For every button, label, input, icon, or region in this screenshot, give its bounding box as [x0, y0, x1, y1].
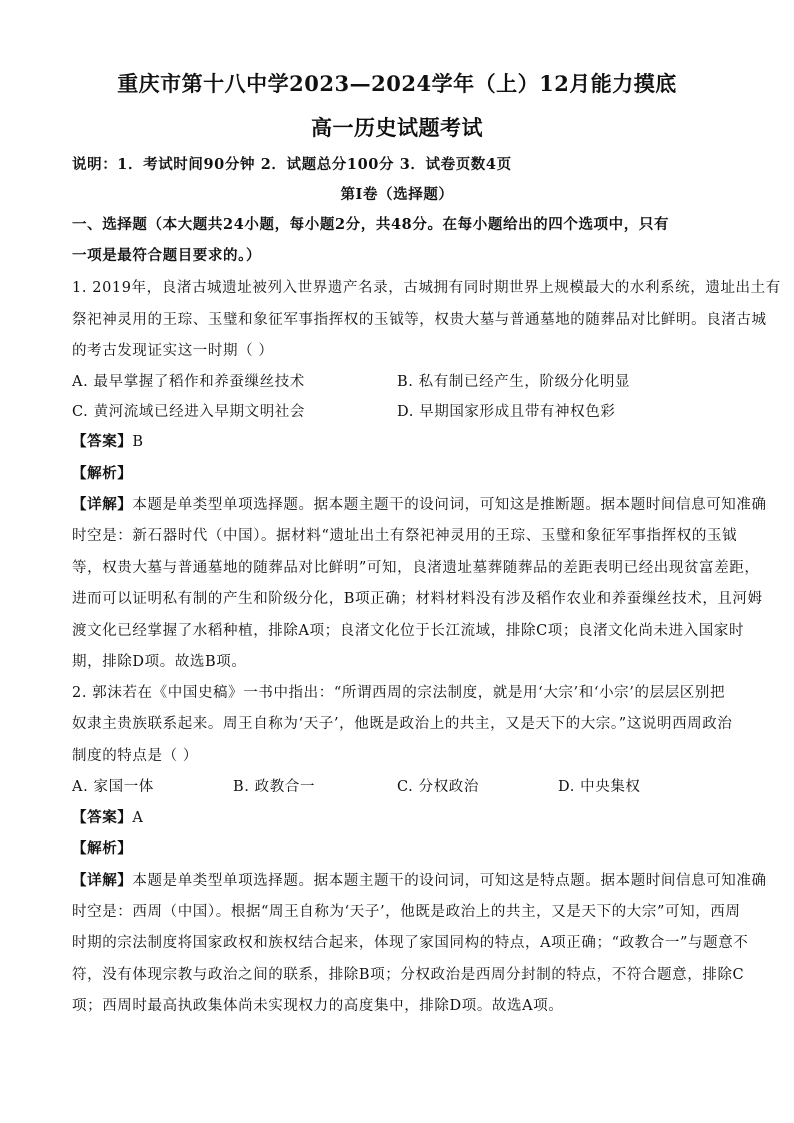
answer-label: 【答案】 [72, 809, 133, 826]
question-2-detail-line: 项；西周时最高执政集体尚未实现权力的高度集中，排除D项。故选A项。 [72, 998, 564, 1014]
question-2-detail-line: 符，没有体现宗教与政治之间的联系，排除B项；分权政治是西周分封制的特点，不符合题意，排除C [72, 967, 745, 983]
question-2-option-d: D. 中央集权 [558, 779, 641, 795]
question-2-detail-line: 时空是：西周（中国）。根据“周王自称为‘天子’，他既是政治上的共主，又是天下的大宗”可知，西周 [72, 904, 741, 920]
exam-title: 重庆市第十八中学2023—2024学年（上）12月能力摸底 [117, 71, 677, 96]
question-2-option-b: B. 政教合一 [233, 779, 316, 795]
detail-text: 本题是单类型单项选择题。据本题主题干的设问词，可知这是推断题。据本题时间信息可知准确 [132, 497, 767, 513]
section-heading: 一、选择题（本大题共24小题，每小题2分，共48分。在每小题给出的四个选项中，只有 [72, 216, 670, 233]
analysis-label: 【解析】 [72, 840, 133, 857]
question-2-option-a: A. 家国一体 [72, 779, 154, 795]
question-2-detail-line [72, 869, 767, 890]
detail-label: 【详解】 [72, 872, 133, 889]
question-2-option-c: C. 分权政治 [397, 779, 479, 795]
section-label: 第Ⅰ卷（选择题） [340, 186, 454, 203]
detail-text: 本题是单类型单项选择题。据本题主题干的设问词，可知这是特点题。据本题时间信息可知准确 [132, 873, 767, 889]
question-1-stem-line: 祭祀神灵用的王琮、玉璧和象征军事指挥权的玉钺等，权贵大墓与普通墓地的随葬品对比鲜明。良渚古城 [72, 312, 767, 328]
analysis-label: 【解析】 [72, 465, 133, 482]
question-1-analysis [72, 462, 722, 483]
question-1-stem-line: 1. 2019年，良渚古城遗址被列入世界遗产名录，古城拥有同时期世界上规模最大的水利系统，遗址出土有 [72, 280, 781, 296]
question-2-stem-line: 2. 郭沫若在《中国史稿》一书中指出：“所谓西周的宗法制度，就是用‘大宗’和‘小宗’的层层区别把 [72, 685, 726, 701]
question-1-detail-line [72, 493, 767, 514]
question-1-answer [72, 430, 722, 451]
question-1-detail-line: 期，排除D项。故选B项。 [72, 654, 247, 670]
answer-value: B [132, 434, 144, 450]
question-1-detail-line: 进而可以证明私有制的产生和阶级分化，B项正确；材料材料没有涉及稻作农业和养蚕缫丝技术，且河姆 [72, 591, 763, 607]
question-1-stem-line: 的考古发现证实这一时期（ ） [72, 343, 274, 359]
exam-subtitle: 高一历史试题考试 [311, 115, 483, 140]
question-1-option-c: C. 黄河流域已经进入早期文明社会 [72, 404, 305, 420]
question-2-analysis [72, 837, 722, 858]
question-2-stem-line: 奴隶主贵族联系起来。周王自称为‘天子’，他既是政治上的共主，又是天下的大宗。”这说明西周政治 [72, 716, 733, 732]
question-1-option-b: B. 私有制已经产生，阶级分化明显 [397, 374, 631, 390]
question-1-detail-line: 时空是：新石器时代（中国）。据材料“遗址出土有祭祀神灵用的王琮、玉璧和象征军事指挥权的玉钺 [72, 528, 738, 544]
answer-label: 【答案】 [72, 433, 133, 450]
answer-value: A [132, 810, 144, 826]
detail-label: 【详解】 [72, 496, 133, 513]
question-2-detail-line: 时期的宗法制度将国家政权和族权结合起来，体现了家国同构的特点，A项正确；“政教合一”与题意不 [72, 935, 749, 951]
question-2-answer [72, 806, 722, 827]
question-1-detail-line: 渡文化已经掌握了水稻种植，排除A项；良渚文化位于长江流域，排除C项；良渚文化尚未进入国家时 [72, 623, 745, 639]
question-1-detail-line: 等，权贵大墓与普通墓地的随葬品对比鲜明”可知，良渚遗址墓葬随葬品的差距表明已经出现贫富差距， [72, 560, 760, 576]
exam-instructions: 说明：1．考试时间90分钟 2．试题总分100分 3．试卷页数4页 [72, 156, 512, 173]
question-1-option-a: A. 最早掌握了稻作和养蚕缫丝技术 [72, 374, 305, 390]
question-1-option-d: D. 早期国家形成且带有神权色彩 [397, 404, 616, 420]
question-2-stem-line: 制度的特点是（ ） [72, 748, 199, 764]
section-heading-cont: 一项是最符合题目要求的。） [72, 247, 262, 264]
